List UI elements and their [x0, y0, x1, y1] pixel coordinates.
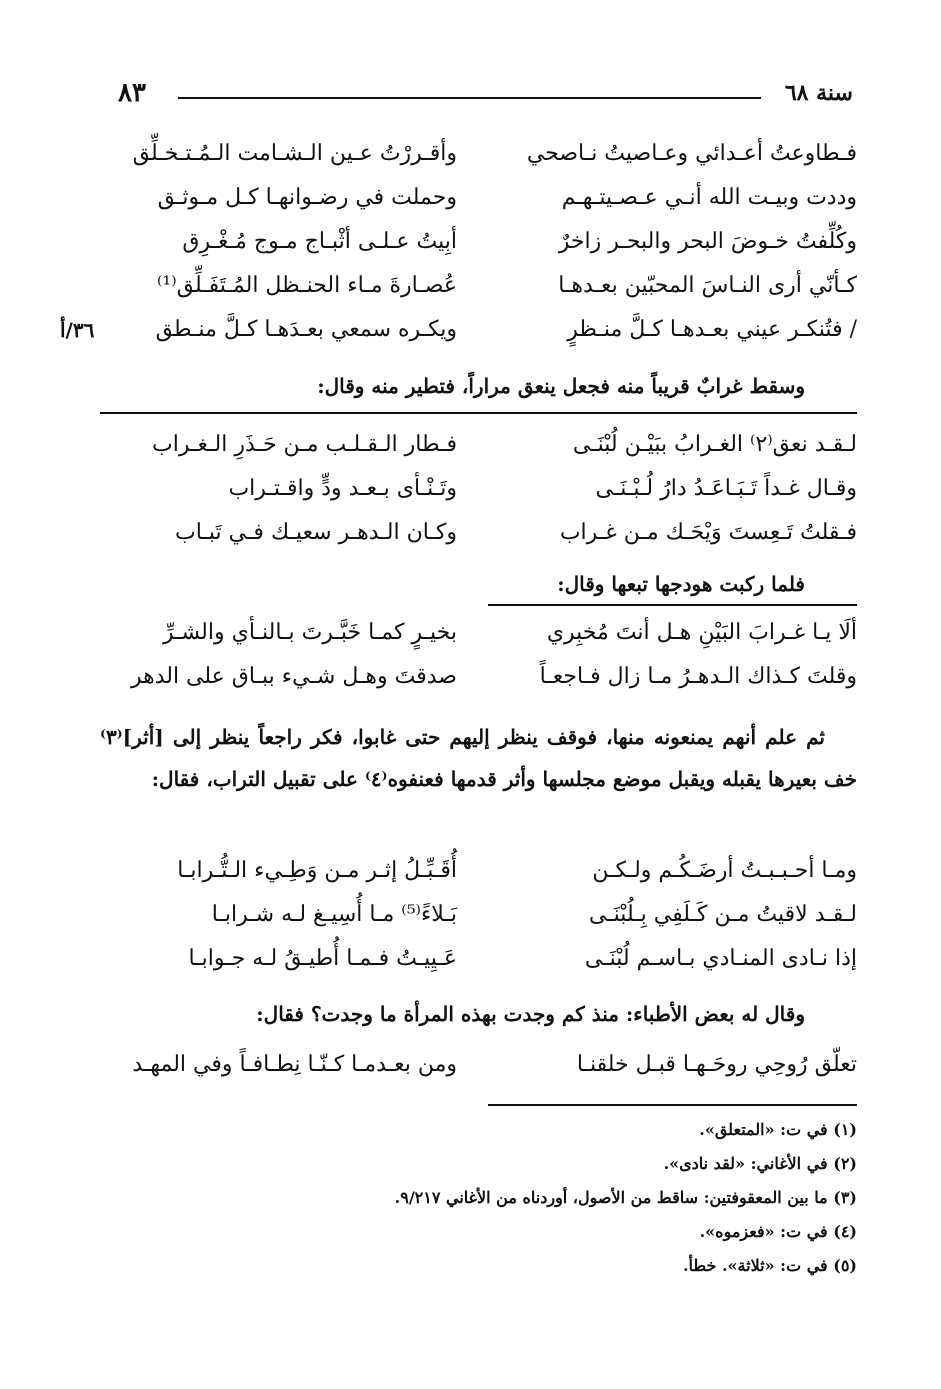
poem-block-5 — [118, 1046, 857, 1090]
manuscript-folio-note: ٣٦/أ — [60, 318, 95, 342]
verse-line — [118, 852, 857, 896]
hemistich-first: وقلتَ كـذاك الـدهـرُ مـا زال فـاجعـاً — [539, 664, 857, 689]
footnote-rule — [488, 1104, 857, 1106]
verse-line — [118, 514, 857, 558]
verse-line — [118, 614, 857, 658]
hemistich-second: وأقـررْتُ عـين الـشـامت الـمُـتـخـلِّق — [132, 141, 457, 166]
poem-block-1 — [118, 135, 857, 355]
hemistich-first: كـأنّي أرى النـاسَ المحبّين بعـدهـا — [558, 273, 857, 298]
running-head-year: سنة ٦٨ — [784, 80, 853, 106]
hemistich-second: ومن بعـدمـا كـنّـا نِطـافـاً وفي المهـد — [132, 1052, 457, 1077]
hemistich-first: فـقلتُ تَـعِستَ وَيْحَـك مـن غـراب — [559, 520, 857, 545]
verse-line — [118, 1046, 857, 1090]
hemistich-first: لـقـد لاقيتُ مـن كَـلَفِي بِـلُبْنَـى — [588, 902, 857, 927]
section-rule — [100, 412, 857, 414]
hemistich-second: أبِيتُ عـلـى أثْبـاج مـوج مُـغْـرِق — [182, 229, 457, 254]
footnote: (١) في ت: «المتعلق». — [699, 1120, 857, 1139]
hemistich-first: وددت وبيـت الله أنـي عـصـيتـهـم — [561, 185, 857, 210]
page-header — [118, 78, 853, 114]
verse-line — [118, 267, 857, 311]
poem-block-2 — [118, 426, 857, 558]
verse-line — [118, 223, 857, 267]
verse-line — [118, 311, 857, 355]
section-rule — [488, 604, 857, 606]
hemistich-second: ويكـره سمعي بعـدَهـا كـلَّ منـطق — [155, 317, 457, 342]
hemistich-second: عَـيِيـتُ فـمـا أُطيـقُ لـه جـوابـا — [188, 946, 457, 971]
hemistich-second: أُقَـبِّـلُ إثـر مـن وَطِـيء الـتُّـرابـا — [177, 858, 457, 883]
footnote: (٢) في الأغاني: «لقد نادى». — [663, 1154, 857, 1173]
narrative-paragraph: ثم علم أنهم يمنعونه منها، فوقف ينظر إليهم حتى غابوا، فكر راجعاً ينظر إلى [أثر]⁽٣⁾ خف بعيرها يقبله ويقبل موضع مجلسها وأثر قدمها فعنفوه⁽٤⁾ على تقبيل التراب، فقال: — [100, 725, 857, 791]
narrative-line: فلما ركبت هودجها تبعها وقال: — [557, 572, 805, 596]
hemistich-second: وحملت في رضـوانهـا كـل مـوثـق — [157, 185, 457, 210]
verse-line — [118, 426, 857, 470]
hemistich-second: وكـان الـدهـر سعيـك فـي تَبـاب — [175, 520, 457, 545]
page-number: ٨٣ — [118, 78, 146, 108]
verse-line — [118, 896, 857, 940]
hemistich-second: وتَـنْـأى بـعـد ودٍّ واقـتـراب — [228, 476, 457, 501]
verse-line — [118, 658, 857, 702]
hemistich-first: لـقـد نعق⁽٢⁾ الغـرابُ ببَيْـن لُبْنَـى — [572, 432, 857, 457]
hemistich-second: صدقتَ وهـل شـيء ببـاق على الدهر — [130, 664, 457, 689]
hemistich-first: وكُلِّفتُ خـوضَ البحر والبحـر زاخرٌ — [558, 229, 857, 254]
hemistich-first: إذا نـادى المنـادي بـاسـم لُبْنَـى — [584, 946, 857, 971]
verse-line — [118, 135, 857, 179]
hemistich-first: / فتُنكـر عيني بعـدهـا كـلَّ منـظرٍ — [567, 317, 857, 342]
verse-line — [118, 470, 857, 514]
hemistich-first: ومـا أحـبـبـتُ أرضَـكُـم ولـكـن — [592, 858, 857, 883]
hemistich-first: وقـال غـداً تَـبَـاعَـدُ دارُ لُـبْـنَـى — [595, 476, 857, 501]
narrative-line: وسقط غرابٌ قريباً منه فجعل ينعق مراراً، فتطير منه وقال: — [317, 374, 805, 398]
verse-line — [118, 179, 857, 223]
hemistich-second: عُصـارةَ مـاء الحنـظل المُـتَفَـلِّق⁽¹⁾ — [156, 273, 457, 298]
hemistich-second: بخيـرٍ كمـا خَبَّـرتَ بـالنـأي والشـرِّ — [162, 620, 457, 645]
poem-block-4 — [118, 852, 857, 984]
poem-block-3 — [118, 614, 857, 702]
hemistich-second: فـطار الـقـلـب مـن حَـذَرِ الـغـراب — [152, 432, 457, 457]
footnote: (٥) في ت: «ثلاثة». خطأ. — [682, 1256, 857, 1275]
verse-line — [118, 940, 857, 984]
narrative-line: وقال له بعض الأطباء: منذ كم وجدت بهذه المرأة ما وجدت؟ فقال: — [256, 1002, 805, 1026]
hemistich-first: تعلّق رُوحِي روحَـهـا قبـل خلقنـا — [576, 1052, 857, 1077]
hemistich-first: فـطاوعتُ أعـدائي وعـاصيتُ نـاصحي — [526, 141, 857, 166]
header-rule — [178, 97, 761, 99]
footnote: (٤) في ت: «فعزموه». — [699, 1222, 857, 1241]
footnote: (٣) ما بين المعقوفتين: ساقط من الأصول، أوردناه من الأغاني ٩/٢١٧. — [394, 1188, 857, 1207]
hemistich-first: ألَا يـا غـرابَ البَيْنِ هـل أنتَ مُخبِري — [546, 620, 857, 645]
hemistich-second: بَـلاءً⁽⁵⁾ مـا أُسِيـغ لـه شـرابـا — [211, 902, 457, 927]
